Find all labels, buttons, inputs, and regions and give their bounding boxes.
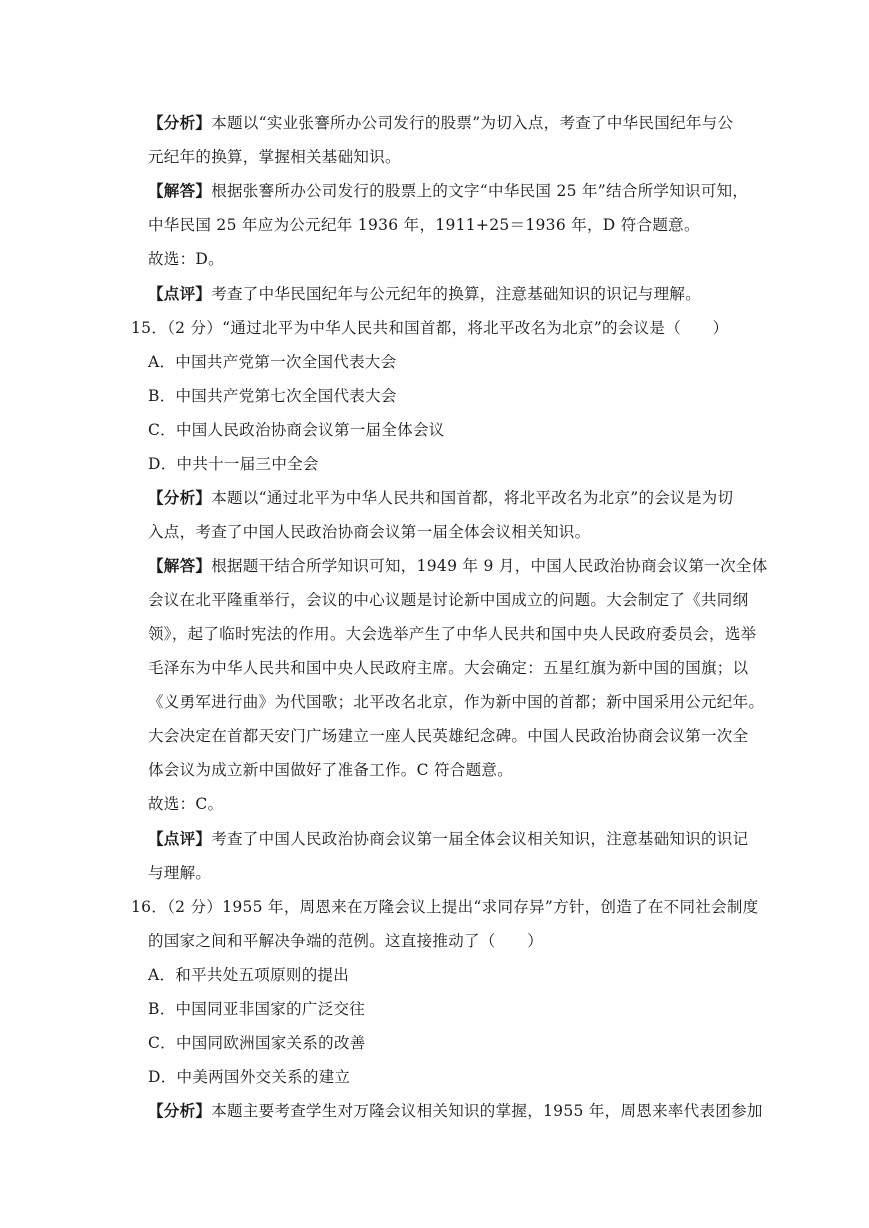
q14-answer-text: 根据张謇所办公司发行的股票上的文字“中华民国 25 年”结合所学知识可知， xyxy=(211,182,749,200)
q16-analysis-text: 本题主要考查学生对万隆会议相关知识的掌握，1955 年，周恩来率代表团参加 xyxy=(211,1102,763,1120)
q14-analysis-line-1 xyxy=(148,112,733,134)
q14-comment-line-1 xyxy=(148,283,701,305)
q15-stem: 15．（2 分）“通过北平为中华人民共和国首都，将北平改名为北京”的会议是（ ） xyxy=(131,319,729,337)
q14-analysis-text: 本题以“实业张謇所办公司发行的股票”为切入点，考查了中华民国纪年与公 xyxy=(211,114,734,132)
q14-analysis-tag: 【分析】 xyxy=(148,113,212,132)
q15-option-a: A．中国共产党第一次全国代表大会 xyxy=(148,353,397,371)
q15-option-b: B．中国共产党第七次全国代表大会 xyxy=(148,387,397,405)
q15-answer-tag: 【解答】 xyxy=(148,556,212,575)
q16-stem-line-2: 的国家之间和平解决争端的范例。这直接推动了（ ） xyxy=(148,932,544,950)
q14-comment-text: 考查了中华民国纪年与公元纪年的换算，注意基础知识的识记与理解。 xyxy=(211,285,702,303)
q14-answer-tag: 【解答】 xyxy=(148,181,212,200)
q15-answer-line-1 xyxy=(148,555,768,577)
q15-option-c: C．中国人民政治协商会议第一届全体会议 xyxy=(148,421,445,439)
q16-option-b: B．中国同亚非国家的广泛交往 xyxy=(148,1000,366,1018)
q15-answer-line-7: 体会议为成立新中国做好了准备工作。C 符合题意。 xyxy=(148,761,513,779)
q16-analysis-line-1 xyxy=(148,1100,763,1122)
q14-analysis-line-2: 元纪年的换算，掌握相关基础知识。 xyxy=(148,148,401,166)
q15-comment-line-2: 与理解。 xyxy=(148,864,212,882)
q15-answer-line-3: 领》，起了临时宪法的作用。大会选举产生了中华人民共和国中央人民政府委员会，选举 xyxy=(148,625,757,643)
q15-answer-text: 根据题干结合所学知识可知，1949 年 9 月，中国人民政治协商会议第一次全体 xyxy=(211,557,768,575)
q15-answer-line-2: 会议在北平隆重举行，会议的中心议题是讨论新中国成立的问题。大会制定了《共同纲 xyxy=(148,591,749,609)
q15-answer-line-5: 《义勇军进行曲》为代国歌；北平改名北京，作为新中国的首都；新中国采用公元纪年。 xyxy=(148,693,765,711)
q16-option-d: D．中美两国外交关系的建立 xyxy=(148,1068,351,1086)
q15-comment-text: 考查了中国人民政治协商会议第一届全体会议相关知识，注意基础知识的识记 xyxy=(211,830,749,848)
q14-choice: 故选：D。 xyxy=(148,250,224,268)
q16-option-c: C．中国同欧洲国家关系的改善 xyxy=(148,1034,366,1052)
q15-analysis-line-1 xyxy=(148,487,733,509)
q16-option-a: A．和平共处五项原则的提出 xyxy=(148,966,350,984)
q14-answer-line-1 xyxy=(148,180,748,202)
q16-stem-line-1: 16．（2 分）1955 年，周恩来在万隆会议上提出“求同存异”方针，创造了在不同社会制度 xyxy=(131,898,759,916)
q15-answer-line-4: 毛泽东为中华人民共和国中央人民政府主席。大会确定：五星红旗为新中国的国旗；以 xyxy=(148,659,749,677)
q14-comment-tag: 【点评】 xyxy=(148,284,212,303)
q14-answer-line-2: 中华民国 25 年应为公元纪年 1936 年，1911+25＝1936 年，D 符合题意。 xyxy=(148,216,700,234)
q15-analysis-line-2: 入点，考查了中国人民政治协商会议第一届全体会议相关知识。 xyxy=(148,523,591,541)
q15-comment-line-1 xyxy=(148,828,748,850)
q15-choice: 故选：C。 xyxy=(148,795,224,813)
q16-analysis-tag: 【分析】 xyxy=(148,1101,212,1120)
q15-answer-line-6: 大会决定在首都天安门广场建立一座人民英雄纪念碑。中国人民政治协商会议第一次全 xyxy=(148,727,749,745)
q15-analysis-text: 本题以“通过北平为中华人民共和国首都，将北平改名为北京”的会议是为切 xyxy=(211,489,734,507)
q15-comment-tag: 【点评】 xyxy=(148,829,212,848)
q15-analysis-tag: 【分析】 xyxy=(148,488,212,507)
q15-option-d: D．中共十一届三中全会 xyxy=(148,455,319,473)
